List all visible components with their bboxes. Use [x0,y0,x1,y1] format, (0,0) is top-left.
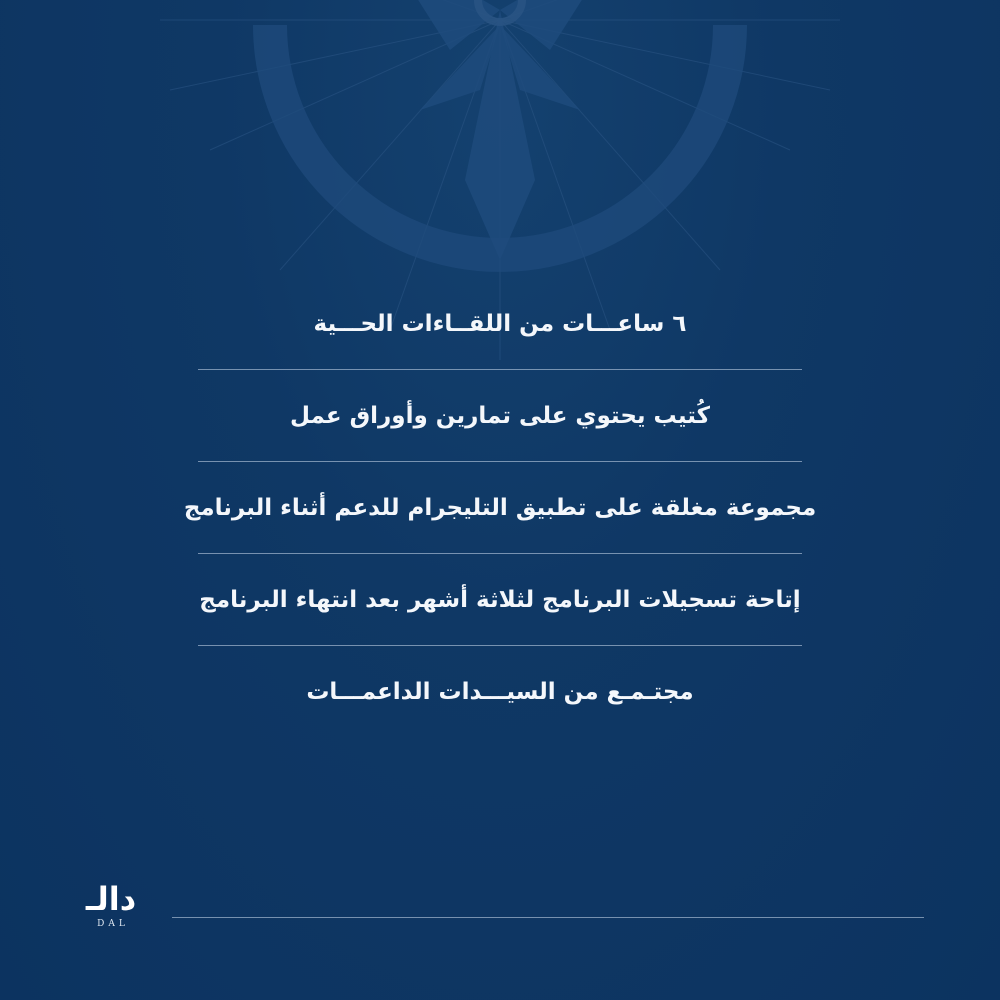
logo-latin-text: DAL [97,919,129,929]
feature-item [183,462,817,554]
feature-text: ٦ ساعـــات من اللقــاءات الحـــية [313,310,687,337]
feature-list [183,278,817,738]
feature-item [198,646,802,738]
logo-arabic-text: دالـ [85,880,137,918]
feature-text: كُتيب يحتوي على تمارين وأوراق عمل [289,402,711,429]
feature-text: إتاحة تسجيلات البرنامج لثلاثة أشهر بعد انتهاء البرنامج [199,586,801,613]
feature-text: مجتـمـع من السيـــدات الداعمـــات [306,679,694,705]
feature-item [198,554,802,646]
feature-item [198,278,802,370]
footer-divider [172,917,924,918]
feature-text: مجموعة مغلقة على تطبيق التليجرام للدعم أثناء البرنامج [183,494,817,521]
brand-logo [66,880,156,940]
feature-item [198,370,802,462]
